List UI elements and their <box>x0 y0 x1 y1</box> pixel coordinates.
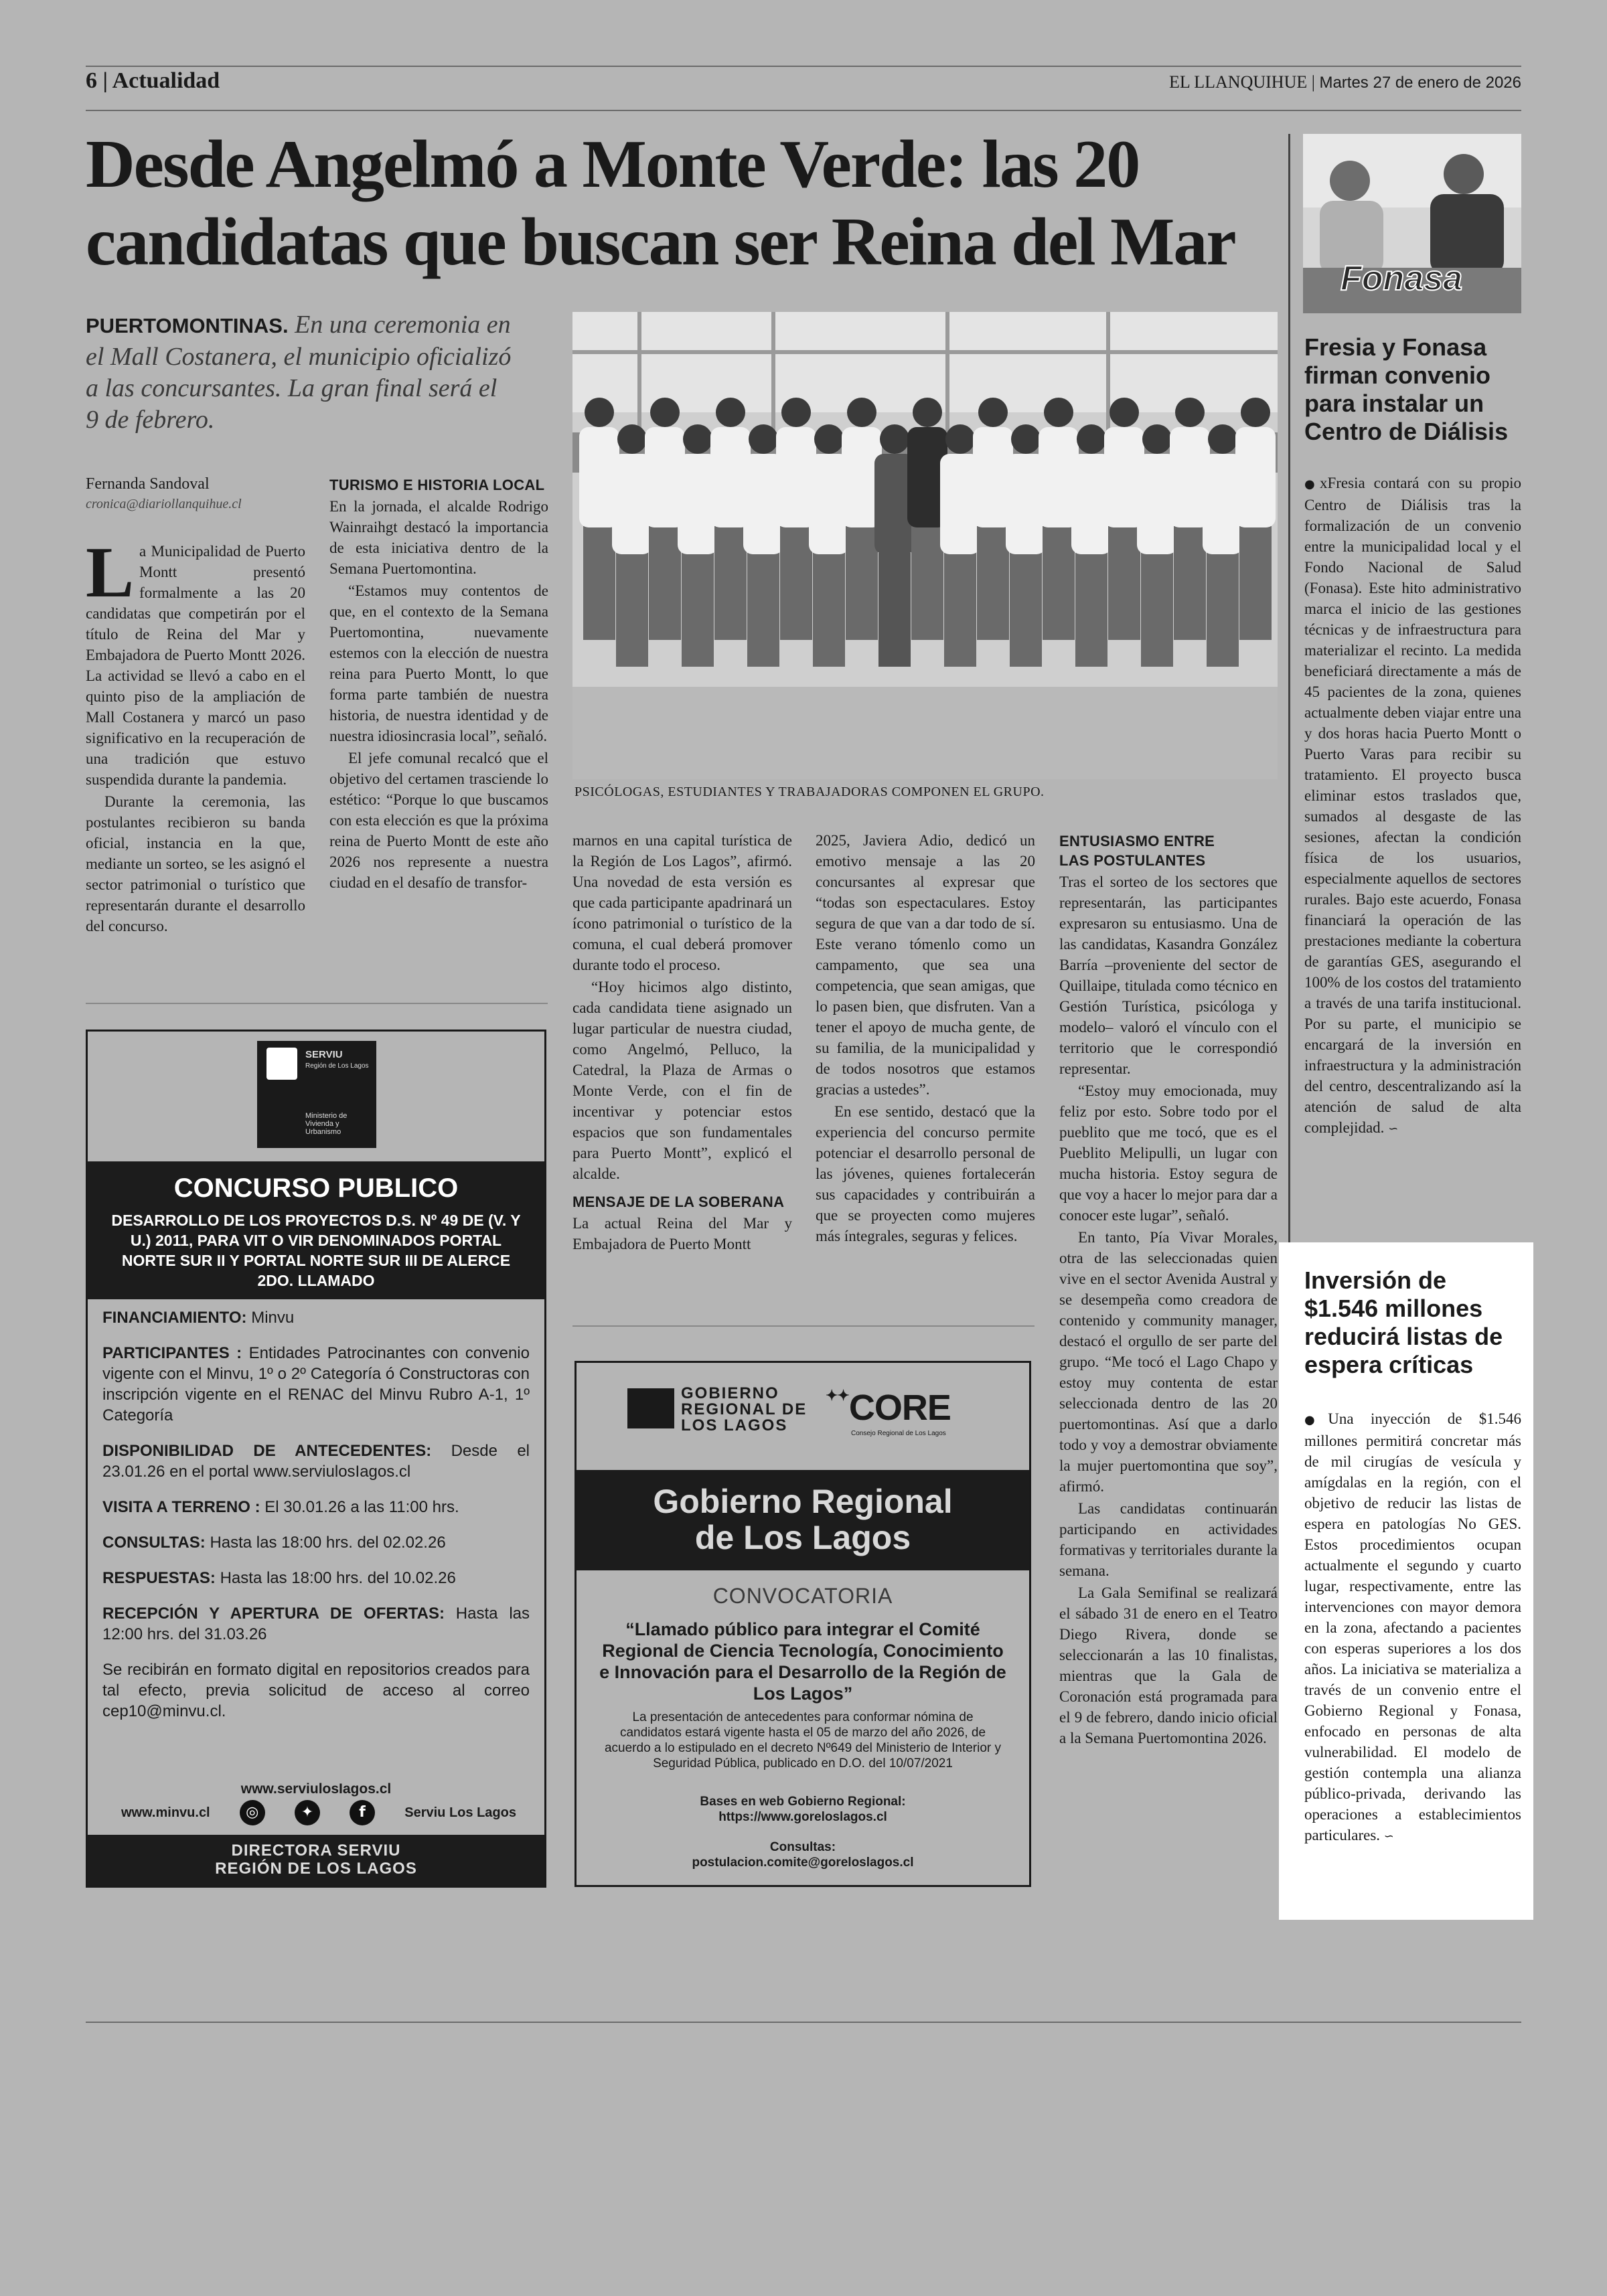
gore-ad-title: “Llamado público para integrar el Comité Regional de Ciencia Tecnología, Conocimiento e Innovación para el Desarrollo de la Región de Los Lagos” <box>599 1619 1006 1704</box>
fonasa-logo: Fonasa <box>1341 259 1463 298</box>
candidates-photo <box>572 312 1278 779</box>
end-mark-icon: ∽ <box>1383 1829 1394 1843</box>
serviu-logo <box>257 1041 376 1148</box>
paragraph: “Estoy muy emocionada, muy feliz por esto. Sobre todo por el pueblito que me tocó, que es el Pueblito Melipulli, un lugar con mucha historia. Estoy segura de que voy a hacer lo mejor para dar a conocer este lugar”, señaló. <box>1059 1082 1278 1224</box>
sidebar-story2-title: Inversión de $1.546 millones reducirá listas de espera críticas <box>1304 1266 1503 1378</box>
headline-line-2: candidatas que buscan ser Reina del Mar <box>86 204 1235 280</box>
serviu-logo-title: SERVIU <box>305 1049 343 1060</box>
article-column-4 <box>816 830 1035 1248</box>
stars-icon: ✦✦ <box>826 1387 849 1404</box>
paragraph: Durante la ceremonia, las postulantes recibieron su banda oficial, instancia en la que, mediante un sorteo, se les asignó el sector patrimonial o turístico que representarán durante el desarrollo del concurso. <box>86 793 305 934</box>
photo-caption: PSICÓLOGAS, ESTUDIANTES Y TRABAJADORAS COMPONEN EL GRUPO. <box>575 785 1045 799</box>
publication-name: EL LLANQUIHUE <box>1168 72 1308 92</box>
disponibilidad-row: DISPONIBILIDAD DE ANTECEDENTES: Desde el 23.01.26 en el portal www.serviulosIagos.cl <box>102 1442 530 1481</box>
serviu-ad <box>86 1030 546 1888</box>
subheading: MENSAJE DE LA SOBERANA <box>572 1194 785 1210</box>
publication-info: EL LLANQUIHUE | Martes 27 de enero de 2026 <box>1168 72 1521 92</box>
page-section: 6 | Actualidad <box>86 68 220 93</box>
serviu-logo-sub: Región de Los Lagos <box>305 1062 369 1070</box>
lead-text: En una ceremonia en el Mall Costanera, el municipio oficializó a las concursantes. La gran final será el 9 de febrero. <box>86 311 512 434</box>
gore-banner: Gobierno Regional de Los Lagos <box>577 1470 1029 1570</box>
ad-note: Se recibirán en formato digital en repositorios creados para tal efecto, previa solicitud de acceso al correo cep10@minvu.cl. <box>102 1661 530 1720</box>
paragraph: En la jornada, el alcalde Rodrigo Wainraihgt destacó la importancia de esta iniciativa dentro de la Semana Puertomontina. <box>329 498 548 577</box>
paragraph: marnos en una capital turística de la Región de Los Lagos”, afirmó. Una novedad de esta versión es que cada participante apadrinará un ícono patrimonial o turístico de la comuna, el cual deberá promover durante todo el proceso. <box>572 832 792 973</box>
bullet-icon: ● <box>1304 477 1320 491</box>
facebook-icon[interactable]: f <box>350 1800 375 1825</box>
convocatoria-label: CONVOCATORIA <box>712 1584 893 1608</box>
ad-title: CONCURSO PUBLICO <box>173 1173 459 1203</box>
bases-link[interactable]: https://www.goreloslagos.cl <box>718 1810 887 1824</box>
paragraph: “Hoy hicimos algo distinto, cada candidata tiene asignado un lugar particular de nuestra ciudad, como Angelmó, Pelluco, la Catedral, la Plaza de Armas o Monte Verde, con el fin de incentivar y potenciar estos espacios que son fundamentales para Puerto Montt”, explicó el alcalde. <box>572 979 792 1182</box>
publication-date: Martes 27 de enero de 2026 <box>1319 74 1521 92</box>
ministry-label: Ministerio de Vivienda y Urbanismo <box>305 1112 348 1136</box>
paragraph: El jefe comunal recalcó que el objetivo del certamen trasciende lo estético: “Porque lo que buscamos con esta elección es que la próxima reina de Puerto Montt de este año 2026 nos represente a nuestra ciudad en el desafío de transfor- <box>329 750 548 891</box>
person-figure <box>1235 398 1276 640</box>
byline <box>86 474 242 514</box>
instagram-icon[interactable]: ◎ <box>240 1800 265 1825</box>
paragraph: “Estamos muy contentos de que, en el contexto de la Semana Puertomontina, nuevamente estemos con la elección de nuestra reina para Puerto Montt, lo que forma parte también de nuestra historia, de nuestra identidad y de nuestra idiosincrasia local”, señaló. <box>329 582 548 744</box>
twitter-icon[interactable]: ✦ <box>295 1800 320 1825</box>
section-name: Actualidad <box>112 68 220 93</box>
paragraph: La actual Reina del Mar y Embajadora de Puerto Montt <box>572 1215 792 1252</box>
top-rule <box>86 66 1521 67</box>
sidebar-story2-box <box>1279 1242 1533 1920</box>
consultas-row: CONSULTAS: Hasta las 18:00 hrs. del 02.02.26 <box>102 1534 446 1552</box>
consultas-email[interactable]: postulacion.comite@goreloslagos.cl <box>692 1856 914 1870</box>
financiamiento-row: FINANCIAMIENTO: Minvu <box>102 1309 295 1327</box>
gore-logo-text: GOBIERNO REGIONAL DE LOS LAGOS <box>681 1384 808 1434</box>
sidebar-story1-title: Fresia y Fonasa firman convenio para instalar un Centro de Diálisis <box>1304 333 1509 445</box>
paragraph: Tras el sorteo de los sectores que representarán, las participantes expresaron su entusiasmo. Una de las candidatas, Kasandra González Barría –proveniente del sector de Quillaipe, titulada como técnico en Gestión Turística, psicóloga y modelo– valoró el vínculo con el territorio que le correspondió representar. <box>1059 874 1278 1077</box>
page-number: 6 <box>86 68 97 93</box>
subheading: TURISMO E HISTORIA LOCAL <box>329 477 545 493</box>
core-sub: Consejo Regional de Los Lagos <box>851 1430 946 1437</box>
serviu-contacts <box>121 1800 516 1825</box>
subheading: ENTUSIASMO ENTRE LAS POSTULANTES <box>1059 833 1215 869</box>
gore-bases: Bases en web Gobierno Regional: https://www.goreloslagos.cl <box>577 1794 1029 1825</box>
article-lead <box>86 309 514 436</box>
serviu-social: Serviu Los Lagos <box>404 1805 516 1820</box>
recepcion-row: RECEPCIÓN Y APERTURA DE OFERTAS: Hasta las 12:00 hrs. del 31.03.26 <box>102 1605 530 1643</box>
gore-consultas: Consultas: postulacion.comite@goreloslagos.cl <box>577 1839 1029 1870</box>
headline-line-1: Desde Angelmó a Monte Verde: las 20 <box>86 127 1140 202</box>
end-mark-icon: ∽ <box>1388 1122 1399 1136</box>
serviu-footer: DIRECTORA SERVIU REGIÓN DE LOS LAGOS <box>88 1835 544 1886</box>
fonasa-photo <box>1303 134 1521 313</box>
headline <box>86 126 1278 281</box>
lead-kicker: PUERTOMONTINAS. <box>86 314 289 337</box>
column-divider <box>86 1003 548 1004</box>
paragraph: 2025, Javiera Adio, dedicó un emotivo mensaje a las 20 concursantes al expresar que “todas son espectaculares. Estoy segura de que van a dar todo de sí. Este verano tómenlo como un campamento, que sea una competencia, que sean amigas, que lo pasen bien, que disfruten. Van a tener el apoyo de mucha gente, de su familia, de la municipalidad y de todos nosotros que estamos gracias a ustedes”. <box>816 832 1035 1098</box>
paragraph: La Gala Semifinal se realizará el sábado 31 de enero en el Teatro Diego Rivera, donde se seleccionarán a las 10 finalistas, mientras que la Gala de Coronación está programada para el 9 de febrero, dando inicio oficial a la Semana Puertomontina 2026. <box>1059 1584 1278 1746</box>
participantes-row: PARTICIPANTES : Entidades Patrocinantes con convenio vigente con el Minvu, 1º o 2º Categoría ó Constructoras con inscripción vigente en el RENAC del Minvu Rubro A-1, 1º Categoría <box>102 1344 530 1424</box>
paragraph: En ese sentido, destacó que la experiencia del concurso permite potenciar el desarrollo personal de las jóvenes, quienes fortalecerán sus capacidades y contribuirán a que se proyecten como mujeres más íntegrales, seguras y felices. <box>816 1103 1035 1244</box>
paragraph: La Municipalidad de Puerto Montt presentó formalmente a las 20 candidatas que competirán por el título de Reina del Mar y Embajadora de Puerto Montt 2026. La actividad se llevó a cabo en el quinto piso de la ampliación de Mall Costanera y marcó un paso significativo en la recuperación de una tradición que estuvo suspendida durante la pandemia. <box>86 533 305 788</box>
coat-of-arms-icon <box>266 1048 297 1080</box>
article-column-3 <box>572 830 792 1256</box>
article-column-1 <box>86 533 305 938</box>
minvu-web: www.minvu.cl <box>121 1805 210 1820</box>
bottom-rule <box>86 2022 1521 2023</box>
ad-subtitle: DESARROLLO DE LOS PROYECTOS D.S. Nº 49 DE (V. Y U.) 2011, PARA VIT O VIR DENOMINADOS PORTAL NORTE SUR II Y PORTAL NORTE SUR III DE ALERCE 2DO. LLAMADO <box>111 1212 521 1289</box>
paragraph: Las candidatas continuarán participando en actividades formativas y territoriales durante la semana. <box>1059 1500 1278 1579</box>
author-name: Fernanda Sandoval <box>86 475 210 493</box>
serviu-web: www.serviulosIagos.cl <box>240 1781 392 1797</box>
article-column-2 <box>329 475 548 894</box>
gore-ad <box>575 1361 1031 1887</box>
author-email: cronica@diariollanquihue.cl <box>86 497 242 511</box>
core-logo: ✦✦CORE <box>826 1387 951 1428</box>
paragraph: En tanto, Pía Vivar Morales, otra de las seleccionadas quien vive en el sector Avenida Austral y se desempeña como creadora de contenido y community manager, destacó el orgullo de ser parte del grupo. “Me tocó el Lago Chapo y estoy muy contenta de estar seleccionada dentro de las 20 puertomontinas. Así que a darlo todo y voy a demostrar obviamente la mujer puertomontina que soy”, afirmó. <box>1059 1229 1278 1495</box>
sidebar-story1-text: ●xFresia contará con su propio Centro de Diálisis tras la formalización de un convenio entre la municipalidad local y el Fondo Nacional de Salud (Fonasa). Este hito administrativo marca el inicio de las gestiones técnicas y de infraestructura para materializar el recinto. La medida beneficiará directamente a más de 45 pacientes de la zona, quienes actualmente deben viajar entre una y dos horas hacia Puerto Montt o Puerto Varas para recibir su tratamiento. El proyecto busca eliminar estos traslados que, sumados al desgaste de las sesiones, afectan la condición física de los usuarios, especialmente aquellos de sectores rurales. Bajo este acuerdo, Fonasa financiará la operación de las prestaciones mediante la cobertura de garantías GES, asegurando el 100% de los costos del tratamiento a través de una tarifa institucional. Por su parte, el municipio se encargará de la inversión en infraestructura y la administración del centro, descentralizando así la atención de salud de alta complejidad. ∽ <box>1304 475 1521 1136</box>
bullet-icon: ● <box>1304 1413 1328 1427</box>
column-divider <box>572 1325 1035 1327</box>
drop-cap: L <box>86 533 135 612</box>
sidebar-story2-text: ●Una inyección de $1.546 millones permitirá concretar más de mil cirugías de vesícula y amígdalas en la región, con el objetivo de reducir las listas de espera en patologías No GES. Estos procedimientos ocupan actualmente el segundo y cuarto lugar, respectivamente, entre las intervenciones con mayor demora en la zona, afectando a pacientes con esperas superiores a los dos años. La iniciativa se materializa a través de un convenio entre el Gobierno Regional y Fonasa, enfocado en personas de alta vulnerabilidad. El modelo de gestión contempla una alianza público-privada, derivando las operaciones a establecimientos particulares. ∽ <box>1304 1410 1521 1843</box>
gore-ad-body: La presentación de antecedentes para conformar nómina de candidatos estará vigente hasta el 05 de marzo del año 2026, de acuerdo a lo estipulado en el decreto Nº649 del Ministerio de Interior y Seguridad Pública, publicado en D.O. del 10/07/2021 <box>604 1710 1002 1771</box>
sidebar-divider <box>1288 134 1290 1258</box>
gore-logo-icon <box>627 1388 674 1428</box>
visita-row: VISITA A TERRENO : El 30.01.26 a las 11:00 hrs. <box>102 1498 459 1516</box>
group-photo-illustration <box>572 312 1278 779</box>
article-column-5 <box>1059 831 1278 1750</box>
respuestas-row: RESPUESTAS: Hasta las 18:00 hrs. del 10.02.26 <box>102 1569 456 1587</box>
header-bottom-rule <box>86 110 1521 111</box>
serviu-ad-body <box>102 1307 530 1736</box>
serviu-ad-banner <box>88 1161 544 1299</box>
